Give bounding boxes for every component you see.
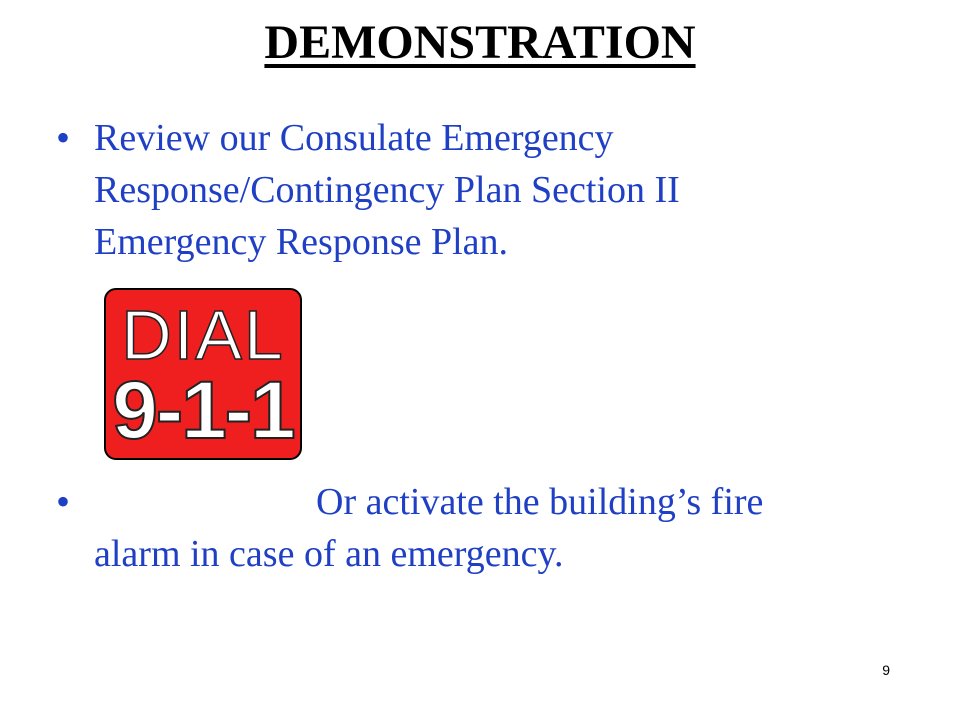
bullet-item-review-plan	[56, 112, 756, 268]
dial-911-sign	[104, 288, 302, 460]
dial-sign-number: 9-1-1	[112, 365, 294, 456]
slide-title-text: DEMONSTRATION	[264, 16, 696, 69]
slide-title	[0, 14, 960, 72]
bullet-icon: •	[56, 479, 71, 524]
bullet-text-review-plan: Review our Consulate Emergency Response/Contingency Plan Section II Emergency Response Plan.	[94, 117, 680, 263]
page-number: 9	[882, 662, 890, 678]
dial-sign-word: DIAL	[121, 296, 285, 374]
bullet-item-fire-alarm	[56, 476, 856, 580]
bullet-icon: •	[56, 115, 71, 160]
bullet-text-fire-alarm: Or activate the building’s fire alarm in case of an emergency.	[94, 481, 764, 575]
